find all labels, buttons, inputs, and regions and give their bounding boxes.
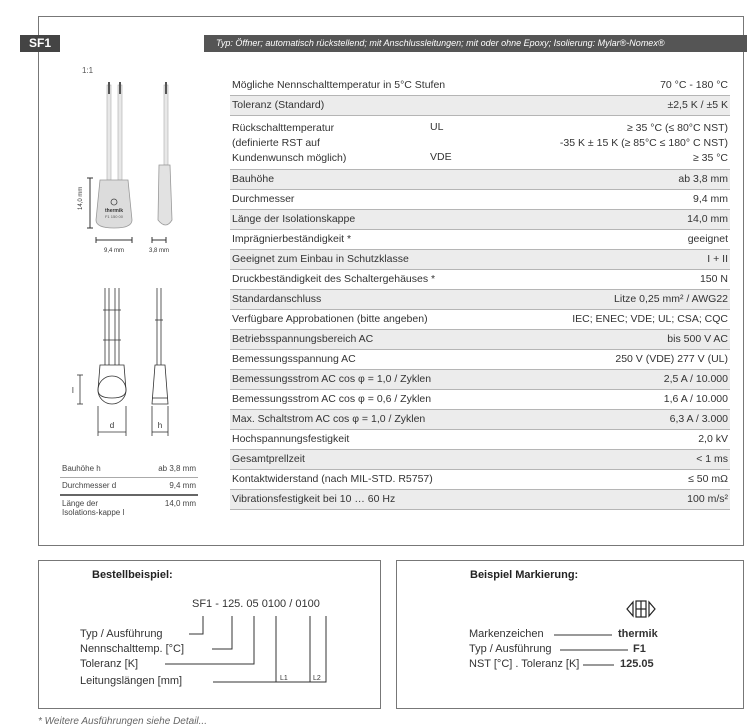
spec-row: Kontaktwiderstand (nach MIL-STD. R5757) ≤ 50 mΩ	[230, 470, 730, 490]
order-label-lead-length: Leitungslängen [mm]	[80, 675, 183, 687]
order-example-title: Bestellbeispiel:	[92, 569, 173, 581]
spec-row: Imprägnierbeständigkeit * geeignet	[230, 230, 730, 250]
marking-value-nst: 125.05	[620, 658, 654, 670]
spec-row: Gesamtprellzeit < 1 ms	[230, 450, 730, 470]
dims-row: Durchmesser d 9,4 mm	[60, 478, 198, 496]
spec-row: Verfügbare Approbationen (bitte angeben) IEC; ENEC; VDE; UL; CSA; CQC	[230, 310, 730, 330]
dim-width-label: 9,4 mm	[103, 248, 125, 254]
dim-depth-label: 3,8 mm	[148, 248, 170, 254]
marking-label-type: Typ / Ausführung	[469, 643, 552, 655]
spec-row: Länge der Isolationskappe 14,0 mm	[230, 210, 730, 230]
label-l2: L2	[313, 675, 321, 682]
order-code: SF1 - 125. 05 0100 / 0100	[192, 598, 320, 610]
spec-row: Toleranz (Standard) ±2,5 K / ±5 K	[230, 96, 730, 116]
label-d: d	[109, 421, 115, 430]
spec-row: Bemessungsstrom AC cos φ = 1,0 / Zyklen 2,5 A / 10.000	[230, 370, 730, 390]
spec-row: Betriebsspannungsbereich AC bis 500 V AC	[230, 330, 730, 350]
type-description-bar: Typ: Öffner; automatisch rückstellend; mit Anschlussleitungen; mit oder ohne Epoxy; Isolierung: Mylar®-Nomex®	[204, 35, 747, 52]
dim-height-label: 14,0 mm	[78, 186, 84, 210]
spec-row: Vibrationsfestigkeit bei 10 … 60 Hz 100 m/s²	[230, 490, 730, 510]
spec-row: Bemessungsspannung AC 250 V (VDE) 277 V (UL)	[230, 350, 730, 370]
spec-row: Max. Schaltstrom AC cos φ = 1,0 / Zyklen 6,3 A / 3.000	[230, 410, 730, 430]
marking-example-title: Beispiel Markierung:	[470, 569, 579, 581]
spec-row: Durchmesser 9,4 mm	[230, 190, 730, 210]
drawing-scale: 1:1	[82, 66, 94, 75]
spec-row: Druckbeständigkeit des Schaltergehäuses * 150 N	[230, 270, 730, 290]
spec-row: Rückschalttemperatur (definierte RST auf Kundenwunsch möglich) UL VDE ≥ 35 °C (≤ 80°C NST) -35 K ± 15 K (≥ 85°C ≤ 180° C NST) ≥ 35 °C	[230, 116, 730, 170]
spec-row: Geeignet zum Einbau in Schutzklasse I + II	[230, 250, 730, 270]
order-label-type: Typ / Ausführung	[80, 628, 163, 640]
part-brand: thermik	[104, 208, 124, 214]
spec-row: Mögliche Nennschalttemperatur in 5°C Stufen 70 °C - 180 °C	[230, 76, 730, 96]
footnote: * Weitere Ausführungen siehe Detail...	[38, 716, 207, 727]
marking-label-brand: Markenzeichen	[469, 628, 544, 640]
label-l1: L1	[280, 675, 288, 682]
dims-row: Bauhöhe h ab 3,8 mm	[60, 461, 198, 478]
order-label-temp: Nennschalttemp. [°C]	[80, 643, 185, 655]
marking-value-type: F1	[633, 643, 646, 655]
type-tag: SF1	[20, 35, 60, 52]
spec-row: Hochspannungsfestigkeit 2,0 kV	[230, 430, 730, 450]
label-h: h	[157, 421, 163, 430]
order-label-tolerance: Toleranz [K]	[80, 658, 139, 670]
spec-row: Standardanschluss Litze 0,25 mm² / AWG22	[230, 290, 730, 310]
dims-row: Länge der Isolations-kappe l 14,0 mm	[62, 499, 196, 517]
marking-label-nst: NST [°C] . Toleranz [K]	[469, 658, 580, 670]
label-l: l	[72, 386, 74, 395]
marking-value-brand: thermik	[618, 628, 658, 640]
spec-row: Bemessungsstrom AC cos φ = 0,6 / Zyklen 1,6 A / 10.000	[230, 390, 730, 410]
spec-row: Bauhöhe ab 3,8 mm	[230, 170, 730, 190]
part-code: F1 150 00	[104, 214, 124, 219]
